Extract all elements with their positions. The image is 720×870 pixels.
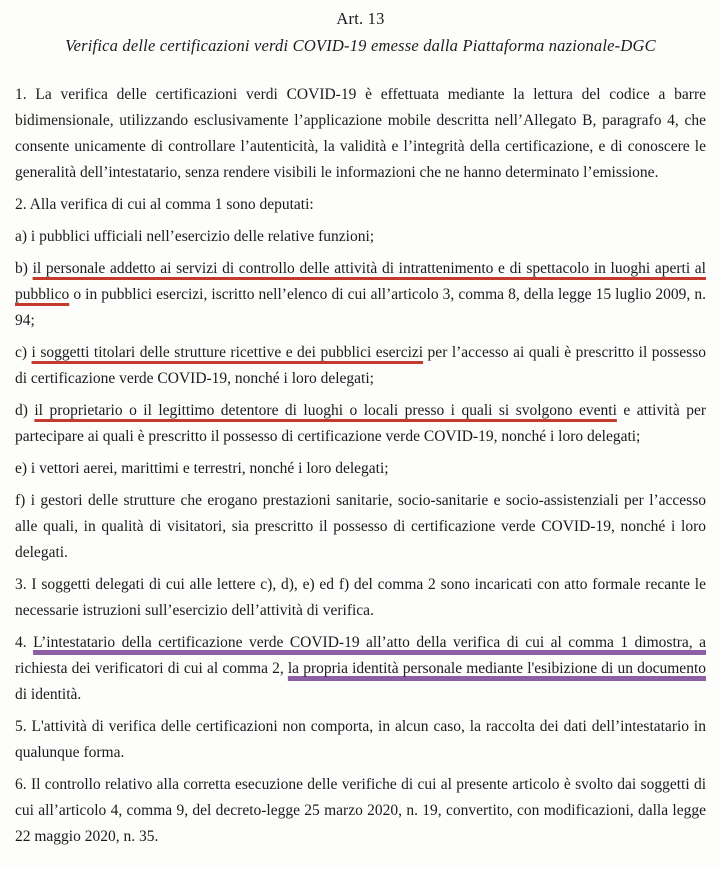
text-run: 4. <box>15 634 34 651</box>
paragraph-comma-4 <box>15 630 706 708</box>
text-run: 5. L'attività di verifica delle certificazioni non comporta, in alcun caso, la raccolta dei dati dell’intestatario in qualunque forma. <box>15 718 706 761</box>
text-run: c) <box>15 344 32 361</box>
text-run: f) i gestori delle strutture che erogano prestazioni sanitarie, socio-sanitarie e socio-assistenziali per l’accesso alle quali, in qualità di visitatori, sia prescritto il possesso di certificazione verde COVID-19, nonché i loro delegati. <box>15 492 706 561</box>
text-run: 6. Il controllo relativo alla corretta esecuzione delle verifiche di cui al presente articolo è svolto dai soggetti di cui all’articolo 4, comma 9, del decreto-legge 25 marzo 2020, n. 19, convertito, con modificazioni, dalla legge 22 maggio 2020, n. 35. <box>15 776 706 845</box>
paragraph-comma-6 <box>15 772 706 850</box>
paragraph-item-e <box>15 456 706 482</box>
text-run: richiesta dei verificatori di cui al comma 2, <box>15 660 288 677</box>
red-marker-underline: i soggetti titolari delle strutture ricettive e dei pubblici esercizi <box>31 344 424 361</box>
text-run: per l’accesso ai quali è prescritto il possesso di certificazione verde COVID-19, nonché i loro delegati; <box>15 344 706 387</box>
article-subtitle: Verifica delle certificazioni verdi COVID-19 emesse dalla Piattaforma nazionale-DGC <box>65 36 656 55</box>
red-marker-underline: il proprietario o il legittimo detentore di luoghi o locali presso i quali si svolgono eventi <box>34 402 617 419</box>
paragraph-comma-2 <box>15 192 706 218</box>
paragraph-item-a <box>15 224 706 250</box>
paragraph-item-b <box>15 256 706 334</box>
text-run: 3. I soggetti delegati di cui alle lettere c), d), e) ed f) del comma 2 sono incaricati con atto formale recante le necessarie istruzioni sull’esercizio dell’attività di verifica. <box>15 576 706 619</box>
text-run: 2. Alla verifica di cui al comma 1 sono deputati: <box>15 196 314 213</box>
text-run: b) <box>15 260 33 277</box>
paragraph-item-f <box>15 488 706 566</box>
purple-marker-underline: L’intestatario della certificazione verde COVID-19 all’atto della verifica di cui al comma 1 dimostra, a <box>33 634 706 651</box>
text-run: e) i vettori aerei, marittimi e terrestri, nonché i loro delegati; <box>15 460 389 477</box>
document-body <box>15 82 706 850</box>
red-marker-underline: il personale addetto ai servizi di controllo delle attività di intrattenimento e di spettacolo in luoghi aperti al pubblico <box>15 260 706 303</box>
purple-marker-underline: la propria identità personale mediante l'esibizione di un documento <box>287 660 706 677</box>
text-run: a) i pubblici ufficiali nell’esercizio delle relative funzioni; <box>15 228 375 245</box>
text-run: e attività per partecipare ai quali è prescritto il possesso di certificazione verde COVID-19, nonché i loro delegati; <box>15 402 706 445</box>
paragraph-comma-3 <box>15 572 706 624</box>
paragraph-item-c <box>15 340 706 392</box>
text-run: d) <box>15 402 35 419</box>
article-number: Art. 13 <box>336 9 385 28</box>
paragraph-comma-5 <box>15 714 706 766</box>
text-run: di identità. <box>15 686 82 703</box>
paragraph-item-d <box>15 398 706 450</box>
text-run: 1. La verifica delle certificazioni verdi COVID-19 è effettuata mediante la lettura del codice a barre bidimensionale, utilizzando esclusivamente l’applicazione mobile descritta nell’Allegato B, paragrafo 4, che consente unicamente di controllare l’autenticità, la validità e l’integrità della certificazione, e di conoscere le generalità dell’intestatario, senza rendere visibili le informazioni che ne hanno determinato l’emissione. <box>15 86 706 181</box>
paragraph-comma-1 <box>15 82 706 186</box>
text-run: o in pubblici esercizi, iscritto nell’elenco di cui all’articolo 3, comma 8, della legge 15 luglio 2009, n. 94; <box>15 286 706 329</box>
